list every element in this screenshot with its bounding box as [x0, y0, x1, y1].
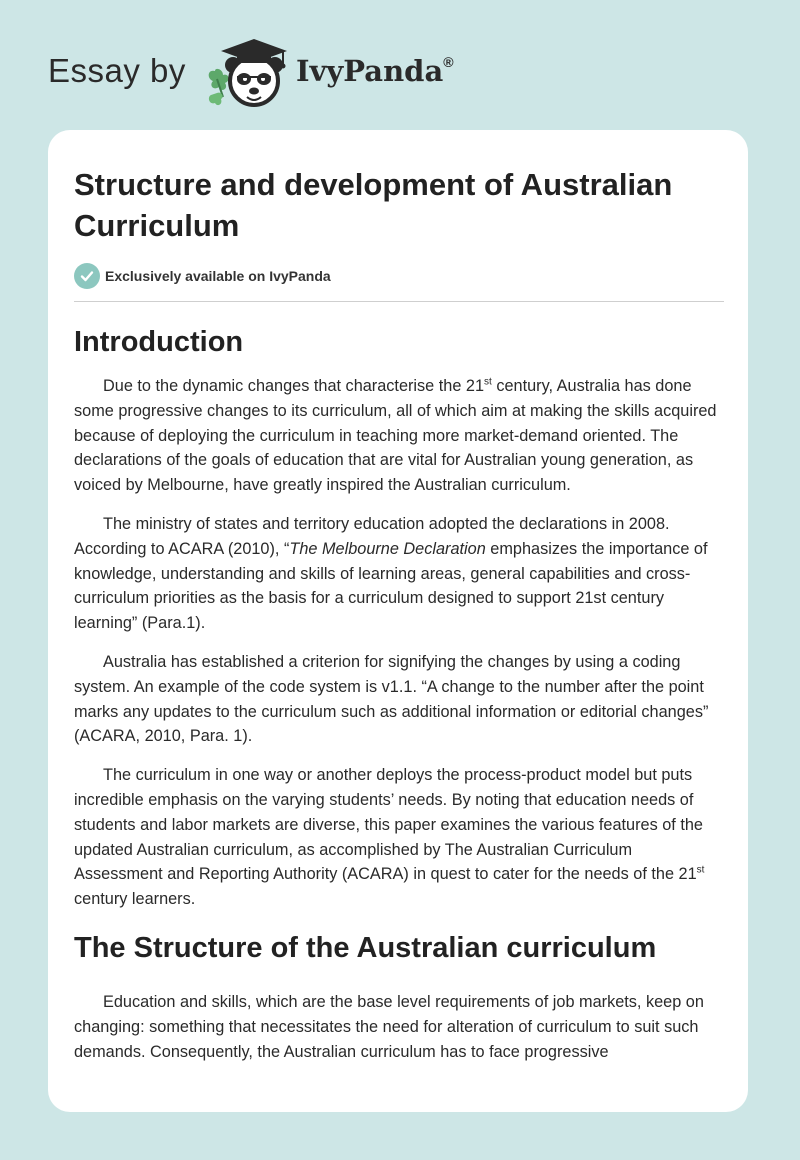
- check-icon: [74, 263, 100, 289]
- brand-name[interactable]: IvyPanda®: [296, 54, 454, 88]
- exclusive-badge: [74, 262, 724, 290]
- ivypanda-logo[interactable]: [203, 35, 293, 111]
- section-heading-structure: The Structure of the Australian curriculum: [74, 931, 657, 964]
- paragraph: The curriculum in one way or another deploys the process-product model but puts incredible emphasis on the varying students’ needs. By noting that education needs of students and labor markets are diverse, this paper examines the various features of the updated Australian curriculum, as accomplished by The Australian Curriculum Assessment and Reporting Authority (ACARA) in quest to cater for the needs of the 21st century learners.: [74, 766, 705, 909]
- registered-mark: ®: [443, 54, 454, 70]
- exclusive-text: Exclusively available on IvyPanda: [105, 268, 331, 284]
- essay-by-label: Essay by: [48, 52, 186, 89]
- panda-icon: [225, 57, 283, 105]
- paragraph: Due to the dynamic changes that characterise the 21st century, Australia has done some progressive changes to its curriculum, all of which aim at making the skills acquired because of deploying the curriculum in teaching more market-demand oriented. The declarations of the goals of education that are vital for Australian young generation, as voiced by Melbourne, have greatly inspired the Australian curriculum.: [74, 376, 717, 495]
- essay-title: Structure and development of Australian Curriculum: [74, 167, 673, 243]
- section-heading-introduction: Introduction: [74, 326, 244, 358]
- ivy-leaf-icon: [209, 69, 229, 105]
- site-header: [48, 30, 748, 110]
- cited-title: The Melbourne Declaration: [289, 539, 486, 558]
- paragraph: Education and skills, which are the base level requirements of job markets, keep on changing: something that necessitates the need for alteration of curriculum to suit such demands. Consequently, the Australian curriculum has to face progressive: [74, 992, 704, 1061]
- paragraph: The ministry of states and territory education adopted the declarations in 2008. According to ACARA (2010), “The Melbourne Declaration emphasizes the importance of knowledge, understanding and skills of learning areas, general capabilities and cross-curriculum priorities as the basis for a curriculum designed to support 21st century learning” (Para.1).: [74, 514, 708, 633]
- divider: [74, 301, 724, 302]
- paragraph: Australia has established a criterion for signifying the changes by using a coding system. An example of the code system is v1.1. “A change to the number after the point marks any updates to the curriculum such as additional information or editorial changes” (ACARA, 2010, Para. 1).: [74, 652, 709, 746]
- essay-card: [48, 130, 748, 1112]
